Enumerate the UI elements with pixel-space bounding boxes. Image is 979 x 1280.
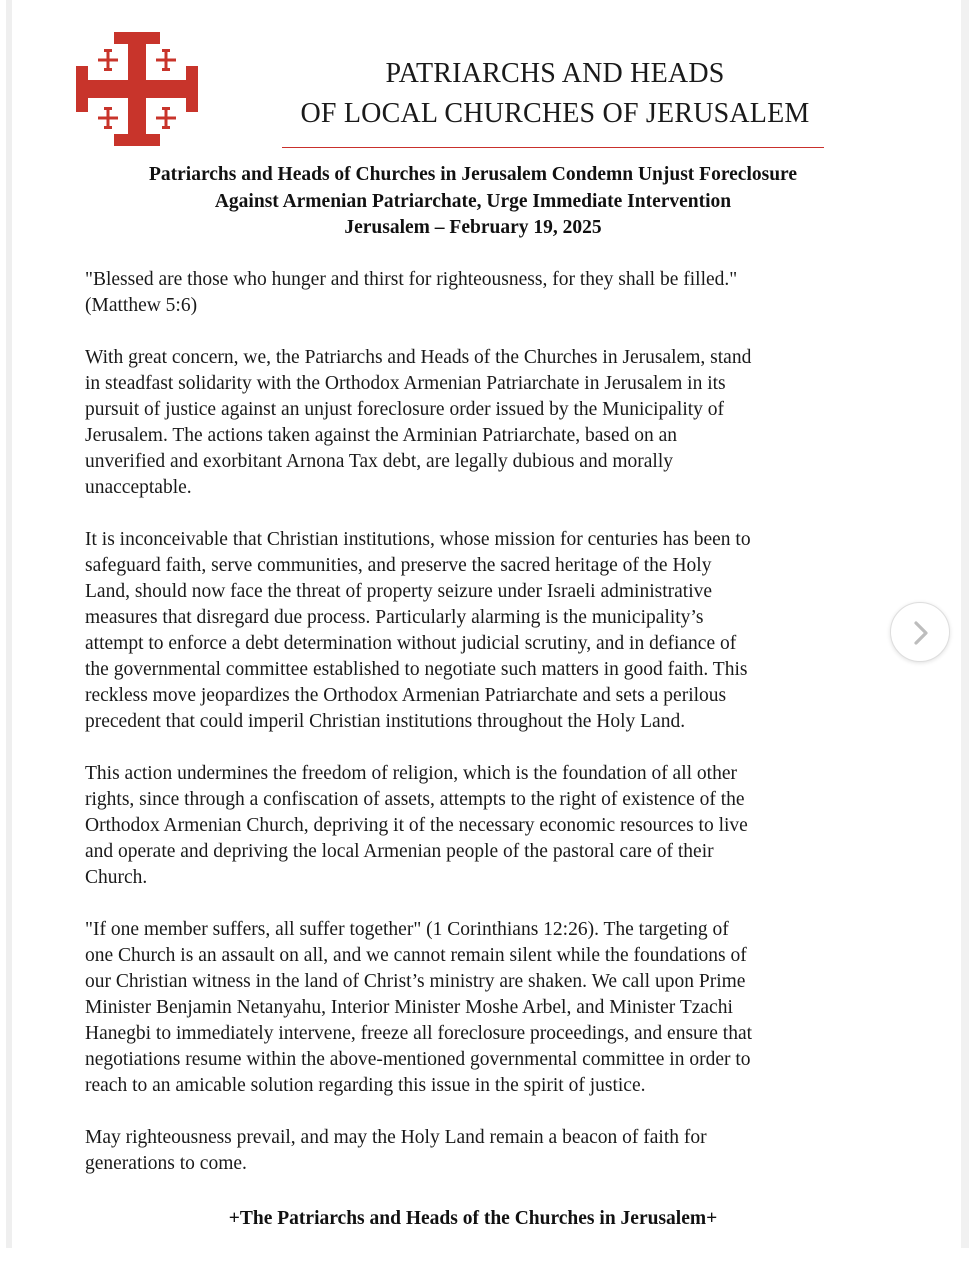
text-line: in steadfast solidarity with the Orthodox Armenian Patriarchate in Jerusalem in its [85,373,726,394]
text-line: safeguard faith, serve communities, and preserve the sacred heritage of the Holy [85,555,712,576]
paragraph-scripture-quote [85,267,875,319]
paragraph-property-seizure [85,527,875,735]
organization-title [255,54,855,134]
paragraph-closing-prayer [85,1125,875,1177]
text-line: (Matthew 5:6) [85,295,198,316]
text-line: Orthodox Armenian Church, depriving it of the necessary economic resources to live [85,815,748,836]
text-line: and operate and depriving the local Armenian people of the pastoral care of their [85,841,714,862]
text-line: reach to an amicable solution regarding this issue in the spirit of justice. [85,1075,646,1096]
headline-line-2: Against Armenian Patriarchate, Urge Immediate Intervention [214,190,732,212]
text-line: generations to come. [85,1153,247,1174]
jerusalem-cross-icon [76,30,198,148]
text-line: Jerusalem. The actions taken against the Arminian Patriarchate, based on an [85,425,678,446]
text-line: Church. [85,867,148,888]
paragraph-solidarity [85,345,875,501]
text-line: This action undermines the freedom of religion, which is the foundation of all other [85,763,737,784]
text-line: reckless move jeopardizes the Orthodox Armenian Patriarchate and sets a perilous [85,685,727,706]
paragraph-freedom-of-religion [85,761,875,891]
text-line: With great concern, we, the Patriarchs and Heads of the Churches in Jerusalem, stand [85,347,752,368]
text-line: pursuit of justice against an unjust foreclosure order issued by the Municipality of [85,399,725,420]
text-line: one Church is an assault on all, and we cannot remain silent while the foundations of [85,945,747,966]
text-line: attempt to enforce a debt determination without judicial scrutiny, and in defiance of [85,633,737,654]
text-line: It is inconceivable that Christian institutions, whose mission for centuries has been to [85,529,751,550]
text-line: Hanegbi to immediately intervene, freeze all foreclosure proceedings, and ensure that [85,1023,753,1044]
text-line: "If one member suffers, all suffer together" (1 Corinthians 12:26). The targeting of [85,919,729,940]
header-divider [282,147,824,148]
text-line: our Christian witness in the land of Christ’s ministry are shaken. We call upon Prime [85,971,746,992]
text-line: unacceptable. [85,477,192,498]
text-line: May righteousness prevail, and may the Holy Land remain a beacon of faith for [85,1127,707,1148]
signature-line: +The Patriarchs and Heads of the Churches in Jerusalem+ [228,1208,718,1229]
text-line: the governmental committee established to negotiate such matters in good faith. This [85,659,748,680]
statement-body [85,267,875,1203]
text-line: precedent that could imperil Christian institutions throughout the Holy Land. [85,711,686,732]
carousel-next-button[interactable] [890,602,950,662]
headline-line-1: Patriarchs and Heads of Churches in Jerusalem Condemn Unjust Foreclosure [148,164,798,185]
organization-title-line-2: OF LOCAL CHURCHES OF JERUSALEM [300,98,810,129]
text-line: rights, since through a confiscation of assets, attempts to the right of existence of the [85,789,745,810]
text-line: "Blessed are those who hunger and thirst for righteousness, for they shall be filled." [85,269,738,290]
statement-headline [60,162,886,242]
text-line: unverified and exorbitant Arnona Tax debt, are legally dubious and morally [85,451,673,472]
text-line: measures that disregard due process. Particularly alarming is the municipality’s [85,607,704,628]
text-line: negotiations resume within the above-mentioned governmental committee in order to [85,1049,751,1070]
text-line: Land, should now face the threat of property seizure under Israeli administrative [85,581,713,602]
bottom-band [0,1248,979,1280]
chevron-right-icon [909,619,933,647]
organization-title-line-1: PATRIARCHS AND HEADS [385,58,725,89]
text-line: Minister Benjamin Netanyahu, Interior Minister Moshe Arbel, and Minister Tzachi [85,997,733,1018]
paragraph-call-to-action [85,917,875,1099]
headline-dateline: Jerusalem – February 19, 2025 [344,217,602,238]
